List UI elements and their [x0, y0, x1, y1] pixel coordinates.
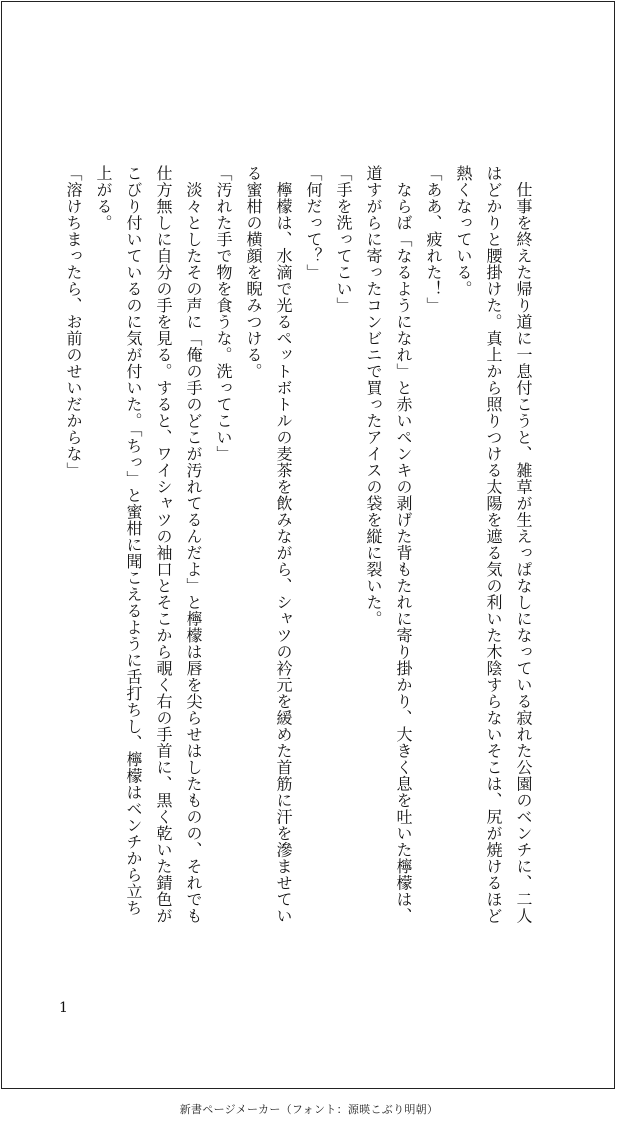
paragraph: 「ああ、疲れた！」 — [424, 165, 443, 314]
paragraph: 檸檬は、水滴で光るペットボトルの麦茶を飲みながら、シャツの衿元を緩めた首筋に汗を滲ませている蜜柑の横顔を睨みつける。 — [244, 165, 293, 924]
paragraph: 淡々としたその声に「俺の手のどこが汚れてるんだよ」と檸檬は唇を尖らせはしたものの、それでも仕方無しに自分の手を見る。すると、ワイシャツの袖口とそこから覗く右の手首に、黒く乾いた錆色がこびり付いているのに気が付いた。「ちっ」と蜜柑に聞こえるように舌打ちし、檸檬はベンチから立ち上がる。 — [94, 165, 203, 924]
page-number: 1 — [59, 1000, 68, 1016]
paragraph: 「汚れた手で物を食うな。洗ってこい」 — [214, 165, 233, 462]
paragraph: ならば「なるようになれ」と赤いペンキの剥げた背もたれに寄り掛かり、大きく息を吐いた檸檬は、道すがらに寄ったコンビニで買ったアイスの袋を縦に裂いた。 — [364, 165, 413, 924]
footer-credit: 新書ページメーカー（フォント：源暎こぶり明朝） — [179, 1103, 439, 1116]
paragraph: 仕事を終えた帰り道に一息付こうと、雑草が生えっぱなしになっている寂れた公園のベンチに、二人はどかりと腰掛けた。真上から照りつける太陽を遮る気の利いた木陰すらないそこは、尻が焼けるほど熱くなっている。 — [454, 165, 533, 924]
paragraph: 「手を洗ってこい」 — [334, 165, 353, 314]
paragraph: 「何だって？」 — [304, 165, 323, 281]
book-page — [1, 1, 615, 1089]
vertical-body-text — [58, 165, 538, 925]
paragraph: 「溶けちまったら、お前のせいだからな」 — [64, 165, 83, 479]
